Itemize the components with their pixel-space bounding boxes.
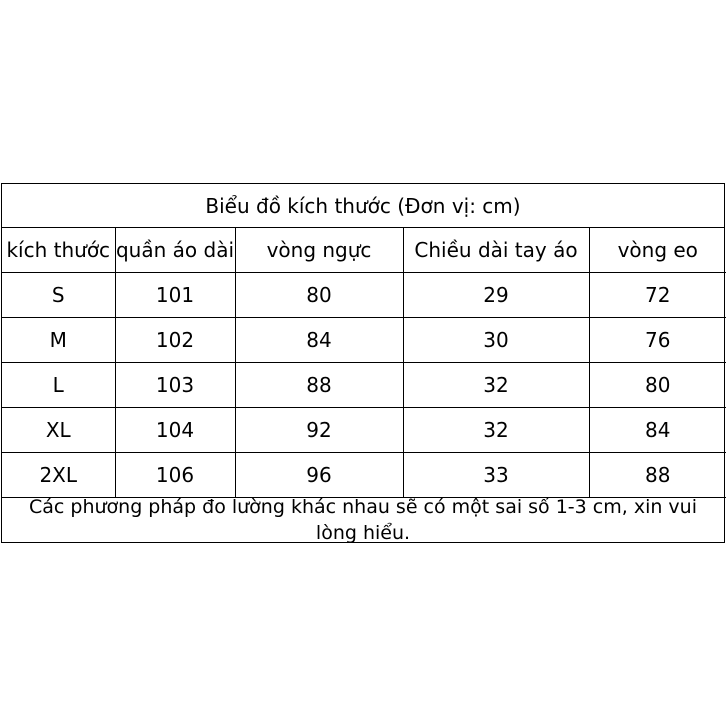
- table-row: [2, 318, 726, 363]
- table-row: [2, 408, 726, 453]
- cell-waist: 80: [589, 363, 726, 408]
- cell-length: 102: [115, 318, 235, 363]
- cell-size: 2XL: [2, 453, 115, 498]
- cell-length: 104: [115, 408, 235, 453]
- cell-waist: 76: [589, 318, 726, 363]
- cell-chest: 92: [235, 408, 403, 453]
- chart-title: Biểu đồ kích thước (Đơn vị: cm): [2, 184, 724, 228]
- table-row: [2, 453, 726, 498]
- cell-length: 103: [115, 363, 235, 408]
- measurement-note: Các phương pháp đo lường khác nhau sẽ có một sai số 1-3 cm, xin vui lòng hiểu.: [28, 496, 697, 544]
- cell-chest: 96: [235, 453, 403, 498]
- header-sleeve: Chiều dài tay áo: [403, 228, 589, 273]
- size-chart: [1, 183, 725, 543]
- cell-sleeve: 29: [403, 273, 589, 318]
- cell-length: 106: [115, 453, 235, 498]
- header-row: [2, 228, 726, 273]
- cell-chest: 80: [235, 273, 403, 318]
- cell-size: S: [2, 273, 115, 318]
- table-row: [2, 273, 726, 318]
- size-table: [2, 228, 726, 498]
- cell-chest: 88: [235, 363, 403, 408]
- table-row: [2, 363, 726, 408]
- cell-length: 101: [115, 273, 235, 318]
- header-size: kích thước: [2, 228, 115, 273]
- cell-size: M: [2, 318, 115, 363]
- cell-waist: 84: [589, 408, 726, 453]
- cell-sleeve: 30: [403, 318, 589, 363]
- header-chest: vòng ngực: [235, 228, 403, 273]
- cell-size: XL: [2, 408, 115, 453]
- cell-waist: 72: [589, 273, 726, 318]
- cell-size: L: [2, 363, 115, 408]
- cell-sleeve: 33: [403, 453, 589, 498]
- cell-chest: 84: [235, 318, 403, 363]
- header-length: quần áo dài: [115, 228, 235, 273]
- cell-sleeve: 32: [403, 408, 589, 453]
- header-waist: vòng eo: [589, 228, 726, 273]
- cell-sleeve: 32: [403, 363, 589, 408]
- cell-waist: 88: [589, 453, 726, 498]
